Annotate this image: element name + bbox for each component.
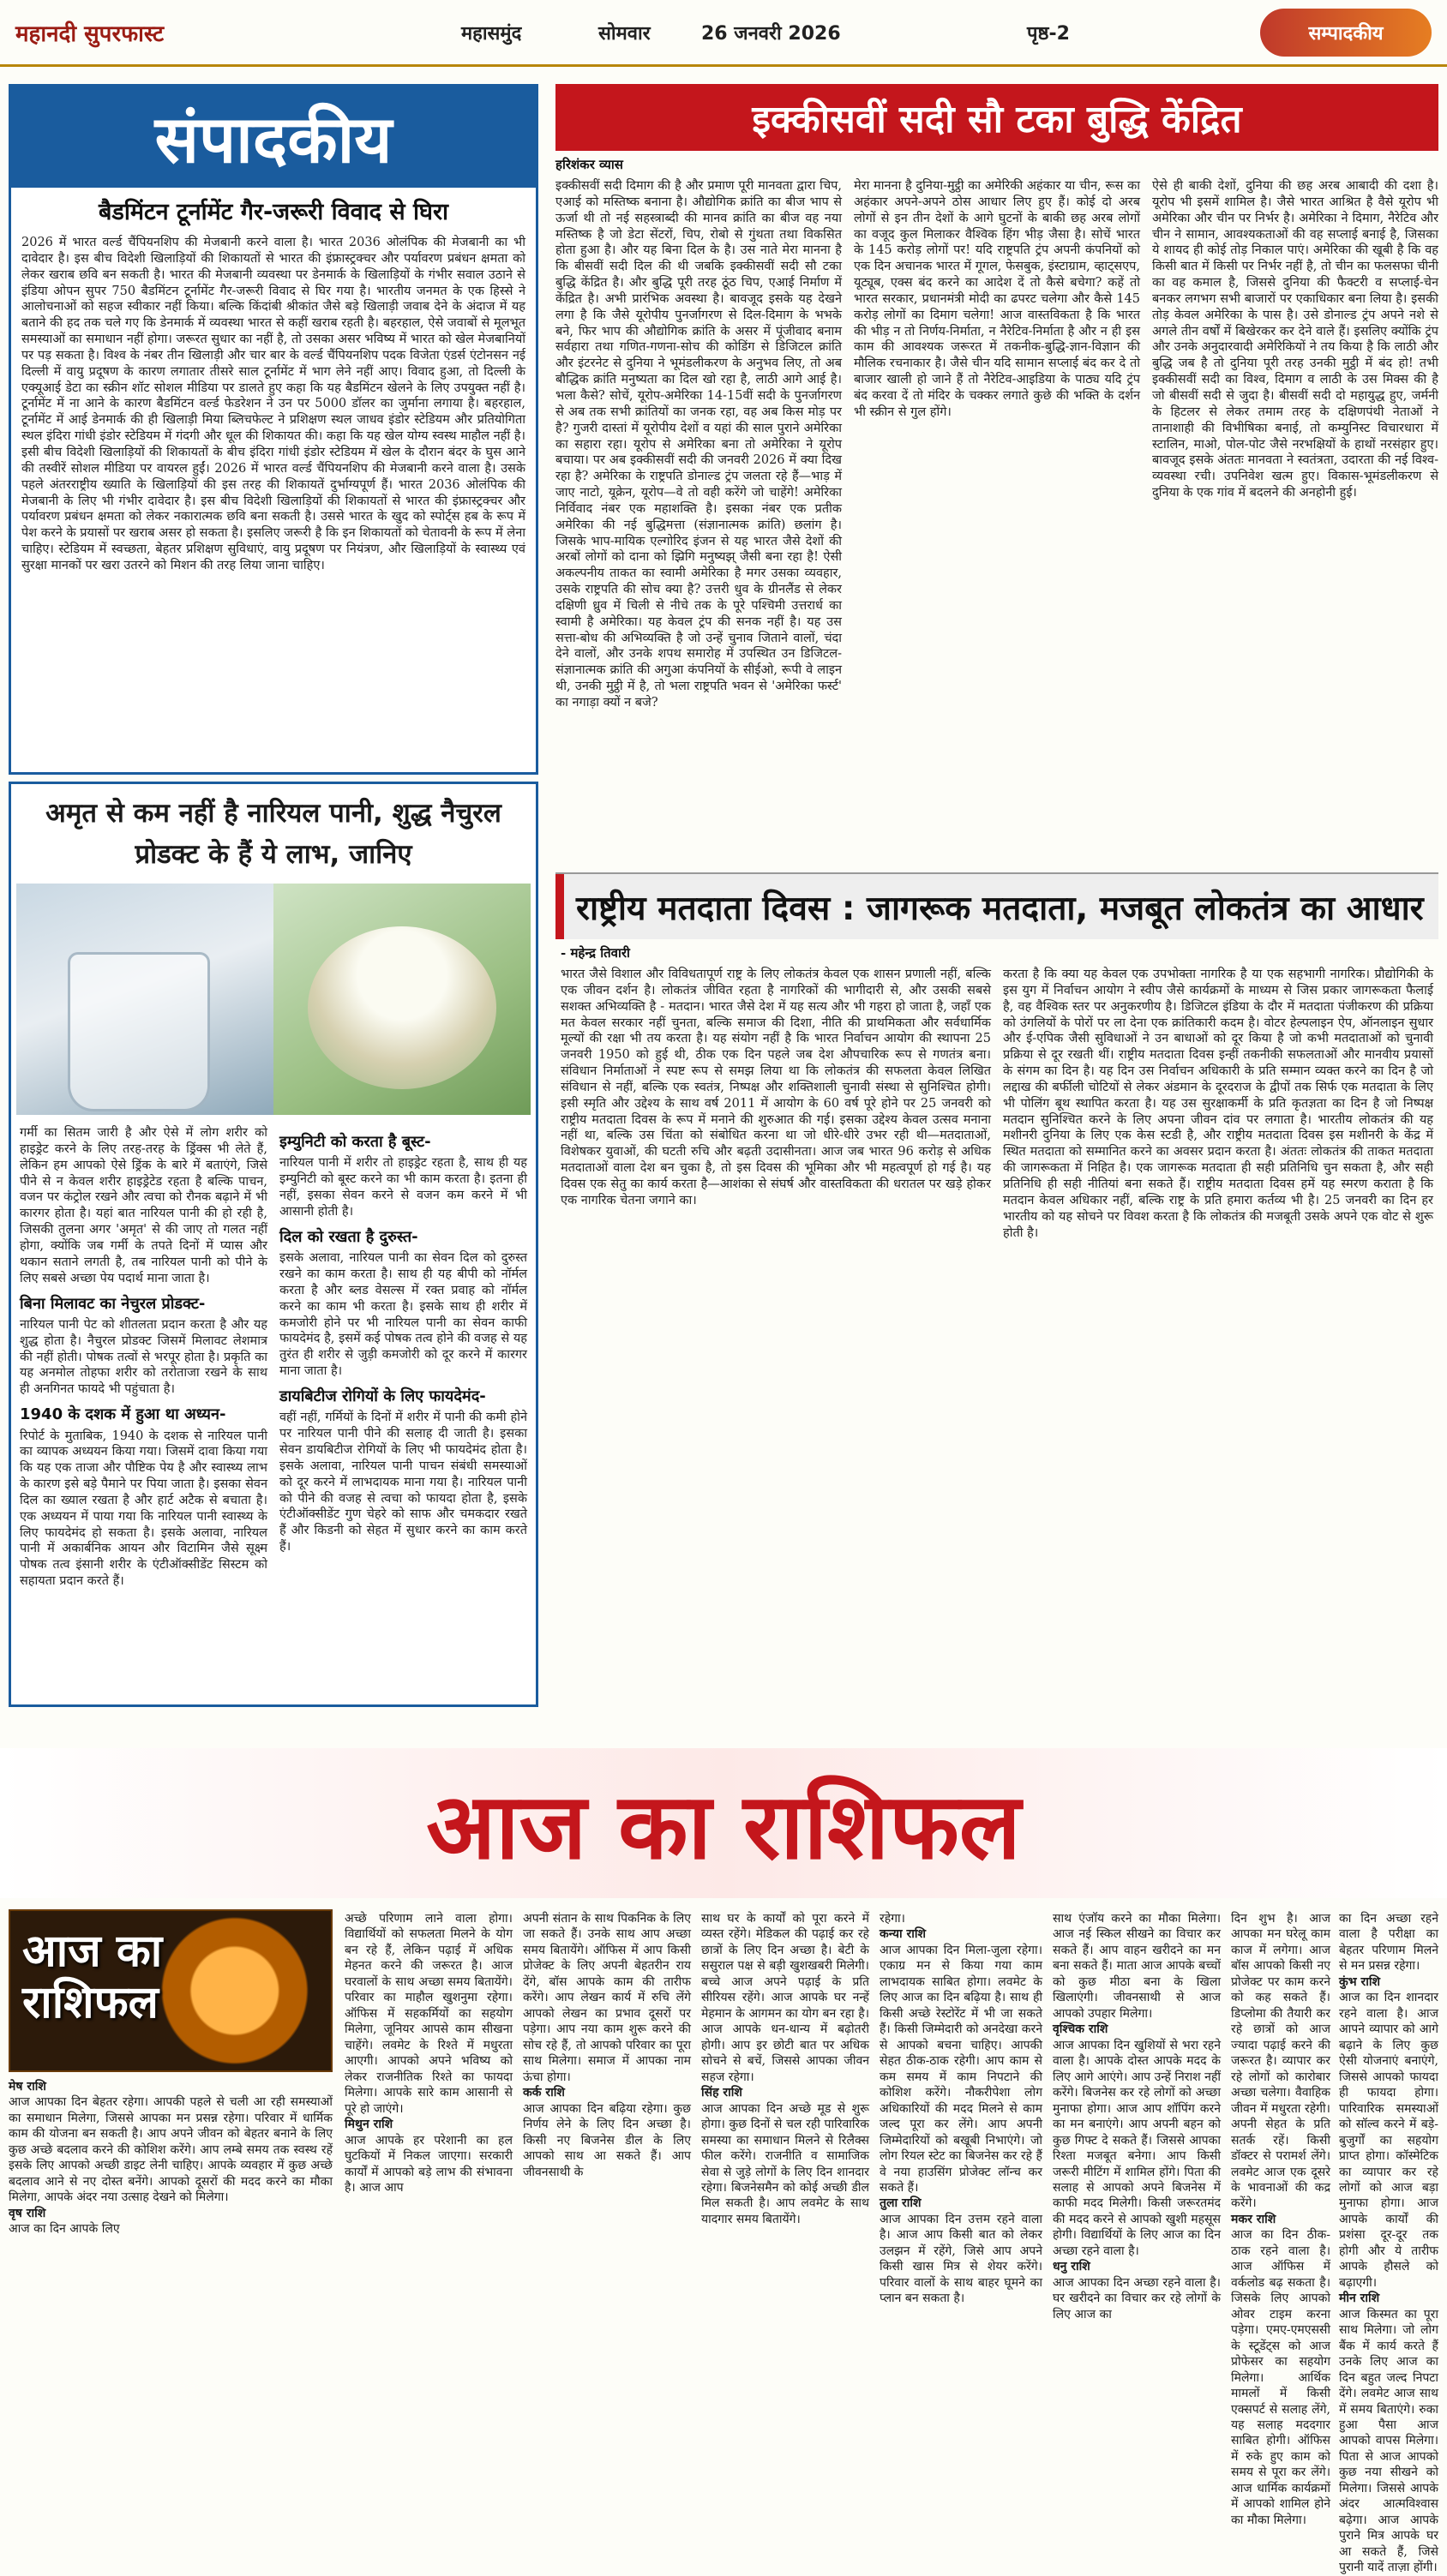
horoscope-image-line-1: आज का: [22, 1926, 163, 1977]
horoscope-continued-text: साथ घर के कार्यों को पूरा करने में व्यस्त रहेंगे। मेडिकल की पढ़ाई कर रहे छात्रों के लिए दिन अच्छा है। बेटी के ससुराल पक्ष से बड़ी खुशखबरी मिलेगी। बच्चे आज अपने पढ़ाई के प्रति सीरियस रहेंगे। आज आपके घर नन्हें मेहमान के आगमन का योग बन रहा है। आज आपके धन-धान्य में बढ़ोतरी होगी। आप इर छोटी बात पर अधिक सोचने से बचें, जिससे आपका जीवन सहज रहेगा।: [701, 1912, 869, 2084]
coconut-paragraph: रिपोर्ट के मुताबिक, 1940 के दशक से नारियल पानी का व्यापक अध्ययन किया गया। जिसमें दावा किया गया कि यह एक ताजा और पौष्टिक पेय है और स्वास्थ्य लाभ के कारण इसे बड़े पैमाने पर पिया जाता है। इसका सेवन दिल का ख्याल रखता है और हार्ट अटैक से बचाता है। एक अध्ययन में पाया गया कि नारियल पानी स्वास्थ्य के लिए फायदेमंद हो सकता है। इसके अलावा, नारियल पानी में अकार्बनिक आयन और विटामिन जैसे सूक्ष्म पोषक तत्व इंसानी शरीर के एंटीऑक्सीडेंट सिस्टम को सहायता प्रदान करते हैं।: [20, 1429, 267, 1589]
horoscope-column: [345, 1911, 513, 2235]
horoscope-sign-text: आज आपका दिन बेहतर रहेगा। आपकी पहले से चली आ रही समस्याओं का समाधान मिलेगा, जिससे आपका मन प्रसन्न रहेगा। परिवार में धार्मिक काम की योजना बन सकती है। आप अपने जीवन को बेहतर बनाने के लिए कुछ अच्छे बदलाव करने की कोशिश करेंगे। आप लम्बे समय तक स्वस्थ रहें इसके लिए आपको अच्छी डाइट लेनी चाहिए। आपके व्यवहार में कुछ अच्छे बदलाव आने से नए दोस्त बनेंगे। आपको दूसरों की मदद करने का मौका मिलेगा, आपके अंदर नया उत्साह देखने को मिलेगा।: [9, 2095, 333, 2205]
horoscope-image-line-2: राशिफल: [22, 1976, 159, 2028]
section-logo: सम्पादकीय: [1260, 9, 1432, 57]
horoscope-sign-text: आज का दिन शानदार रहने वाला है। आज आपने व्यापार को आगे बढ़ाने के लिए कुछ ऐसी योजनाएं बनाएंगे, जिससे आपको फायदा ही फायदा होगा। पारिवारिक समस्याओं को सॉल्व करने में बड़े-बुजुर्गों का सहयोग प्राप्त होगा। कॉस्मेटिक का व्यापार कर रहे लोगों को आज बड़ा मुनाफा होगा। आज आपके कार्यों की प्रशंसा दूर-दूर तक होगी और ये तारीफ आपके हौसले को बढ़ाएगी।: [1339, 1991, 1438, 2290]
editorial-headline: बैडमिंटन टूर्नामेंट गैर-जरूरी विवाद से घिरा: [98, 199, 449, 225]
edition-day: सोमवार: [598, 22, 651, 45]
horoscope-continued-text: का दिन अच्छा रहने वाला है परीक्षा का बेहतर परिणाम मिलने से मन प्रसन्न रहेगा।: [1339, 1912, 1438, 1974]
coconut-paragraph: नारियल पानी पेट को शीतलता प्रदान करता है और यह शुद्ध होता है। नैचुरल प्रोडक्ट जिसमें मिलावट लेशमात्र की नहीं होती। पोषक तत्वों से भरपूर होता है। प्रकृति का यह अनमोल तोहफा शरीर को तरोताजा रखने के साथ ही अनगिनत फायदे भी पहुंचाता है।: [20, 1317, 267, 1397]
horoscope-sign-name: कुंभ राशि: [1339, 1974, 1380, 1989]
coconut-paragraph: नारियल पानी में शरीर तो हाइड्रेट रहता है, साथ ही यह इम्युनिटी को बूस्ट करने का भी काम करता है। इतना ही नहीं, इसका सेवन करने से वजन कम करने में भी आसानी होती है।: [279, 1156, 527, 1219]
horoscope-sign-text: आज का दिन आपके लिए: [9, 2222, 120, 2237]
horoscope-sign-name: मकर राशि: [1231, 2212, 1276, 2226]
coconut-paragraph: वहीं नहीं, गर्मियों के दिनों में शरीर में पानी की कमी होने पर नारियल पानी पीने की सलाह दी जाती है। इसका सेवन डायबिटीज रोगियों के लिए भी फायदेमंद होता है। इसके अलावा, नारियल पानी पाचन संबंधी समस्याओं को दूर करने में लाभदायक माना गया है। नारियल पानी को पीने की वजह से त्वचा को फायदा होता है, इसके एंटीऑक्सीडेंट गुण चेहरे को साफ और चमकदार रखते हैं और किडनी को सेहत में सुधार करने का काम करते हैं।: [279, 1411, 527, 1555]
page-number: पृष्ठ-2: [1027, 22, 1070, 45]
horoscope-column: [701, 1911, 869, 2235]
newspaper-name: महानदी सुपरफास्ट: [15, 21, 165, 47]
horoscope-continued-text: अपनी संतान के साथ पिकनिक के लिए जा सकते हैं। उनके साथ आप अच्छा समय बितायेंगे। ऑफिस में आप किसी प्रोजेक्ट के लिए अपनी बेहतरीन राय देंगे, बॉस आपके काम की तारीफ करेंगे। आप लेखन कार्य में रुचि लेंगे आपको लेखन का प्रभाव दूसरों पर पड़ेगा। आप नया काम शुरू करने की सोच रहे हैं, तो आपको परिवार का पूरा साथ मिलेगा। समाज में आपका नाम ऊंचा होगा।: [523, 1912, 691, 2084]
coconut-subheading: डायबिटीज रोगियों के लिए फायदेमंद-: [279, 1387, 486, 1405]
horoscope-image-caption: [22, 1926, 162, 2029]
horoscope-sign-text: आज आपका दिन अच्छा रहने वाला है। घर खरीदने का विचार कर रहे लोगों के लिए आज का: [1053, 2275, 1221, 2321]
horoscope-column: [523, 1911, 691, 2235]
voter-day-article: [555, 872, 1438, 1740]
main-article-headline: इक्कीसवीं सदी सौ टका बुद्धि केंद्रित: [555, 84, 1438, 151]
horoscope-continued-text: साथ एंजॉय करने का मौका मिलेगा। आज नई स्किल सीखने का विचार कर सकते हैं। आप वाहन खरीदने का मन बना सकते हैं। माता आज आपके बच्चों को कुछ मीठा बना के खिला खिलाएंगी। जीवनसाथी से आज आपको उपहार मिलेगा।: [1053, 1912, 1221, 2021]
coconut-image: [273, 884, 531, 1115]
coconut-column-1: [20, 1125, 267, 1701]
main-article-column-1: इक्कीसवीं सदी दिमाग की है और प्रमाण पूरी मानवता द्वारा चिप, एआई को मस्तिष्क बनाना है। औद्योगिक क्रांति का बीज भाप से ऊर्जा थी तो नई सहस्त्राब्दी की मानव क्रांति का बीज वह नया मस्तिष्क है जो डेटा सेंटरों, चिप, रोबो से गुंथता तथा विकसित होता हुआ है। और यह बिना दिल के है। उस नाते मेरा मानना है कि बीसवीं सदी दिल की थी जबकि इक्कीसवीं सदी सौ टका बुद्धि केंद्रित है। और बुद्धि पूरी तरह ठूंठ चिप, एआई निर्माण में केंद्रित है। अभी प्रारंभिक अवस्था है। बावजूद इसके यह देखने लगा है कि जैसे यूरोपीय पुनर्जागरण से दिल-दिमाग के भभके बने, फिर भाप की औद्योगिक क्रांति के असर में पूंजीवाद बनाम सर्वहारा तथा गणित-गणना-सोच की कोडिंग से डिजिटल क्रांति और इंटरनेट से दुनिया ने भूमंडलीकरण के अनुभव लिए, तो अब बौद्धिक क्रांति मनुष्यता का दिल खो रहा है, लाठी आगे आई है। भला कैसे? सोचें, यूरोप-अमेरिका 14-15वीं सदी के पुनर्जागरण से अब तक सभी क्रांतियों का जनक रहा, वह अब किस मोड़ पर है? गुजरी दास्तां में यूरोपीय देशों व यहां की साल पुराने अमेरिका का सहारा रहा। यूरोप से अमेरिका बना तो अमेरिका ने यूरोप बचाया। पर अब इक्कीसवीं सदी की जनवरी 2026 में क्या दिख रहा है? अमेरिका के राष्ट्रपति डोनाल्ड ट्रंप जलता रहे हैं—भाड़ में जाए नाटो, यूक्रेन, यूरोप—वे तो वही करेंगे जो चाहेंगे! अमेरिका निर्विवाद नंबर एक महाशक्ति है। इसका नंबर एक प्रतीक अमेरिका की नई बुद्धिमत्ता (संज्ञानात्मक क्रांति) छलांग है। जिसके भाप-मायिक एल्गोरिद इंजन से यह भारत जैसे देशों की अरबों लोगों को दाना को झ्रिगि मनुष्यझ् जैसी बना रहा है! ऐसी अकल्पनीय ताकत का स्वामी अमेरिका है मगर उसका व्यवहार, उसके राष्ट्रपति की सोच क्या है? उत्तरी धुव के ग्रीनलैंड से लेकर दक्षिणी ध्रुव में चिली से नीचे तक के पूरे पश्चिमी उत्तरार्ध का स्वामी है अमेरिका। यह केवल ट्रंप की सनक नहीं है। यह उस सत्ता-बोध की अभिव्यक्ति है जो उन्हें चुनाव जिताने वालों, चंदा देने वालों, और उनके शपथ समारोह में उपस्थित उन डिजिटल-संज्ञानात्मक क्रांति की अगुआ कंपनियों के सीईओ, रूपी वे लाइन थी, उनकी मुट्ठी में है, तो भला राष्ट्रपति भवन से 'अमेरिका फर्स्ट' का नगाड़ा क्यों न बजे?: [555, 179, 842, 710]
coconut-article: [9, 782, 538, 1707]
main-article-byline: हरिशंकर व्यास: [555, 157, 623, 172]
horoscope-sign-name: मिथुन राशि: [345, 2118, 393, 2132]
coconut-water-glass-image: [16, 884, 273, 1115]
voter-day-body: [555, 967, 1438, 1721]
horoscope-sign-name: कर्क राशि: [523, 2086, 565, 2100]
horoscope-continued-text: दिन शुभ है। आज आपका मन घरेलू काम काज में लगेगा। आज बॉस आपको किसी नए प्रोजेक्ट पर काम करने को कह सकते हैं। डिप्लोमा की तैयारी कर रहे छात्रों को आज ज्यादा पढ़ाई करने की जरूरत है। व्यापार कर रहे लोगों को कारोबार अच्छा चलेगा। वैवाहिक जीवन में मधुरता रहेगी। अपनी सेहत के प्रति सतर्क रहें। किसी डॉक्टर से परामर्श लेंगे। लवमेट आज एक दूसरे के भावनाओं की कद्र करेंगे।: [1231, 1912, 1330, 2211]
coconut-subheading: दिल को रखता है दुरुस्त-: [279, 1227, 418, 1246]
horoscope-column: [1053, 1911, 1221, 2321]
coconut-paragraph: इसके अलावा, नारियल पानी का सेवन दिल को दुरुस्त रखने का काम करता है। साथ ही यह बीपी को नॉर्मल करता है और ब्लड वेसल्स में रक्त प्रवाह को नॉर्मल करने का काम भी करता है। इसके साथ ही शरीर में कमजोरी होने पर भी नारियल पानी का सेवन काफी फायदेमंद है, इसमें कई पोषक तत्व होने की वजह से यह तुरंत ही शरीर से जुड़ी कमजोरी को दूर करने में कारगर माना जाता है।: [279, 1251, 527, 1379]
horoscope-sign-text: आज आपके हर परेशानी का हल घुटकियों में निकल जाएगा। सरकारी कार्यों में आपको बड़े लाभ की संभावना है। आज आप: [345, 2133, 513, 2195]
editorial-banner: संपादकीय: [11, 87, 536, 188]
horoscope-sign-name: वृश्चिक राशि: [1053, 2022, 1108, 2037]
editorial-section: [9, 84, 538, 775]
horoscope-sign-name: कन्या राशि: [880, 1927, 926, 1942]
horoscope-sign-text: आज आपका दिन अच्छे मूड से शुरू होगा। कुछ दिनों से चल रही पारिवारिक समस्या का समाधान मिलने से रिलैक्स फील करेंगे। राजनीति व सामाजिक सेवा से जुड़े लोगों के लिए दिन शानदार रहेगा। बिजनेसमैन को कोई अच्छी डील मिल सकती है। आप लवमेट के साथ यादगार समय बितायेंगे।: [701, 2101, 869, 2226]
coconut-subheading: इम्युनिटी को करता है बूस्ट-: [279, 1133, 431, 1152]
main-article: [555, 84, 1438, 868]
coconut-subheading: बिना मिलावट का नेचुरल प्रोडक्ट-: [20, 1294, 206, 1313]
horoscope-continued-text: अच्छे परिणाम लाने वाला होगा। विद्यार्थियों को सफलता मिलने के योग बन रहे हैं, लेकिन पढ़ाई में अधिक मेहनत करने की जरूरत है। आज घरवालों के साथ अच्छा समय बितायेंगे। परिवार का माहौल खुशनुमा रहेगा। ऑफिस में सहकर्मियों का सहयोग मिलेगा, जूनियर आपसे काम सीखना चाहेंगे। लवमेट के रिश्ते में मधुरता आएगी। आपको अपने भविष्य को लेकर राजनीतिक रिश्ते का फायदा मिलेगा। आपके सारे काम आसानी से पूरे हो जाएंगे।: [345, 1912, 513, 2116]
main-article-body: [555, 178, 1438, 855]
horoscope-column: [1339, 1911, 1438, 2575]
horoscope-sign-text: आज किस्मत का पूरा साथ मिलेगा। जो लोग बैंक में कार्य करते हैं उनके लिए आज का दिन बहुत जल्द निपटा देंगे। लवमेट आज साथ में समय बिताएंगे। रुका हुआ पैसा आज आपको वापस मिलेगा। पिता से आज आपको कुछ नया सीखने को मिलेगा। जिससे आपके अंदर आत्मविश्वास बढ़ेगा। आज आपके पुराने मित्र आपके घर आ सकते हैं, जिसे पुरानी यादें ताज़ा होंगी।: [1339, 2307, 1438, 2575]
horoscope-continued-text: रहेगा।: [880, 1912, 905, 1926]
coconut-subheading: 1940 के दशक में हुआ था अध्यन-: [20, 1405, 226, 1424]
horoscope-sign-text: आज का दिन ठीक-ठाक रहने वाला है। आज ऑफिस में वर्कलोड बढ़ सकता है। जिसके लिए आपको ओवर टाइम करना पड़ेगा। एमए-एमएससी के स्टूडेंट्स को आज प्रोफेसर का सहयोग मिलेगा। आर्थिक मामलों में किसी एक्सपर्ट से सलाह लेंगे, यह सलाह मददगार साबित होगी। ऑफिस में रुके हुए काम को समय से पूरा कर लेंगे। आज धार्मिक कार्यक्रमों में आपको शामिल होने का मौका मिलेगा।: [1231, 2228, 1330, 2527]
editorial-body: 2026 में भारत वर्ल्ड चैंपियनशिप की मेजबानी करने वाला है। भारत 2036 ओलंपिक की मेजबानी का भी दावेदार है। इस बीच विदेशी खिलाड़ियों की शिकायतों से भारत की इंफ्रास्ट्रक्चर और पर्यावरण प्रबंधन क्षमता को लेकर खराब छवि बन सकती है। भारत की मेजबानी व्यवस्था पर डेनमार्क के खिलाड़ियों के गंभीर सवाल उठाने से इंडिया ओपन सुपर 750 बैडमिंटन टूर्नामेंट गैर-जरूरी विवाद से घिर गया है। भारतीय जनमत के एक हिस्से ने आलोचनाओं को सहज स्वीकार नहीं किया। बल्कि किंदांबी श्रीकांत जैसे बड़े खिलाड़ी जवाब देने के अंदाज में यह बताने की हद तक चले गए कि डेनमार्क में व्यवस्था भारत से कहीं खराब रहती है। बहरहाल, ऐसे जवाबों से मूलभूत समस्याओं का समाधान नहीं होगा। जरूरत सुधार का नहीं है, तो उसका असर भविष्य में भारत को खेल मेजबानियों पर पड़ सकता है। विश्व के नंबर तीन खिलाड़ी और चार बार के वर्ल्ड चैंपियनशिप पदक विजेता एंडर्स एंटोनसन नई दिल्ली में वायु प्रदूषण के कारण लगातार तीसरे साल टूर्नामेंट में भाग लेने नहीं आए। विवाद हुआ, तो दिल्ली के एक्यूआई डेटा का स्क्रीन शॉट सोशल मीडिया पर डालते हुए कहा कि यह बैडमिंटन खेलने के लिए उपयुक्त नहीं है। टूर्नामेंट में ना आने के कारण बैडमिंटन वर्ल्ड फेडरेशन ने उन पर 5000 डॉलर का जुर्माना लगाया है। बहरहाल, टूर्नामेंट में आई डेनमार्क की ही खिलाड़ी मिया ब्लिचफेल्ट ने प्रशिक्षण स्थल जाधव इंडोर स्टेडियम और प्रतियोगिता स्थल इंदिरा गांधी इंडोर स्टेडियम में गंदगी और धूल की शिकायत की। कहा कि यह खेल योग्य स्वस्थ माहौल नहीं है। इसी बीच विदेशी खिलाड़ियों की शिकायतों के बीच इंदिरा गांधी इंडोर स्टेडियम में खेल के दौरान बंदर के घुस आने की तस्वीरें सोशल मीडिया पर वायरल हुईं। 2026 में भारत वर्ल्ड चैंपियनशिप की मेजबानी करने वाला है। उसके पहले अंतरराष्ट्रीय ख्याति के खिलाड़ियों की इस तरह की शिकायतें दुर्भाग्यपूर्ण हैं। भारत 2036 ओलंपिक की मेजबानी के लिए भी गंभीर दावेदार है। इस बीच विदेशी खिलाड़ियों की शिकायतों से भारत की इंफ्रास्ट्रक्चर और पर्यावरण प्रबंधन क्षमता को लेकर नकारात्मक छवि बना सकती है। उससे भारत के खुद को स्पोर्ट्स हब के रूप में पेश करने के प्रयासों पर खराब असर हो सकता है। इसलिए जरूरी है कि इन शिकायतों को चेतावनी के रूप में लेना चाहिए। स्टेडियम में स्वच्छता, बेहतर प्रशिक्षण सुविधाएं, वायु प्रदूषण पर नियंत्रण, और खिलाड़ियों के स्वास्थ्य एवं सुरक्षा मानकों पर खरा उतरने को मिशन की तरह लिया जाना चाहिए।: [21, 236, 525, 572]
horoscope-zodiac-image: [9, 1909, 333, 2072]
horoscope-sign-text: आज आपका दिन मिला-जुला रहेगा। एकाग्र मन से किया गया काम लाभदायक साबित होगा। लवमेट के लिए आज का दिन बढ़िया है। साथ ही किसी अच्छे रेस्टोरेंट में भी जा सकते हैं। किसी जिम्मेदारी को अनदेखा करने से आपको बचना चाहिए। आपकी सेहत ठीक-ठाक रहेगी। आप काम से कम समय में काम निपटाने की कोशिश करेंगे। नौकरीपेशा लोग अधिकारियों की मदद मिलने से काम जल्द पूरा कर लेंगे। आप अपनी जिम्मेदारियों को बखूबी निभाएंगे। जो लोग रियल स्टेट का बिजनेस कर रहे हैं वे नया हाउसिंग प्रोजेक्ट लॉन्च कर सकते हैं।: [880, 1943, 1042, 2195]
horoscope-sign-name: सिंह राशि: [701, 2086, 742, 2100]
horoscope-sign-name: मेष राशि: [9, 2080, 46, 2094]
voter-day-headline: राष्ट्रीय मतदाता दिवस : जागरूक मतदाता, मजबूत लोकतंत्र का आधार: [555, 874, 1438, 939]
voter-day-column-2: करता है कि क्या यह केवल एक उपभोक्ता नागरिक है या एक सहभागी नागरिक। प्रौद्योगिकी के इस युग में निर्वाचन आयोग ने स्वीप जैसे कार्यक्रमों के माध्यम से जिस प्रकार जागरूकता फैलाई है, वह वैश्विक स्तर पर अनुकरणीय है। डिजिटल इंडिया के दौर में मतदाता पंजीकरण की प्रक्रिया को उंगलियों के पोरों पर ला देना एक क्रांतिकारी कदम है। वोटर हेल्पलाइन ऐप, ऑनलाइन सुधार और ई-एपिक जैसी सुविधाओं ने उन बाधाओं को दूर किया है जो कभी मतदाताओं को चुनावी प्रक्रिया से दूर रखती थीं। राष्ट्रीय मतदाता दिवस इन्हीं तकनीकी सफलताओं और मानवीय प्रयासों के संगम का दिन है। यह दिन उस निर्वाचन अधिकारी के प्रति सम्मान व्यक्त करने का दिन है जो लद्दाख की बर्फीली चोटियों से लेकर अंडमान के दूरदराज के द्वीपों तक सिर्फ एक मतदाता के लिए भी पोलिंग बूथ स्थापित करता है। यह उस सुरक्षाकर्मी के प्रति कृतज्ञता का दिन है जो निष्पक्ष मतदान सुनिश्चित करने के लिए अपना जीवन दांव पर लगाता है। भारतीय लोकतंत्र की यह मशीनरी दुनिया के लिए एक केस स्टडी है, और राष्ट्रीय मतदाता दिवस इस मशीनरी के केंद्र में स्थित मतदाता को सम्मानित करने का अवसर प्रदान करता है। अंततः लोकतंत्र की ताकत मतदाता की जागरूकता में निहित है। एक जागरूक मतदाता ही सही प्रतिनिधि चुन सकता है, और सही प्रतिनिधि ही सही नीतियां बना सकते हैं। राष्ट्रीय मतदाता दिवस हमें यह स्मरण कराता है कि मतदान केवल अधिकार नहीं, बल्कि राष्ट्र के प्रति हमारा कर्तव्य भी है। 25 जनवरी का दिन हर भारतीय को यह सोचने पर विवश करता है कि लोकतंत्र की मजबूती उसके अपने एक वोट से शुरू होती है।: [1003, 967, 1433, 1240]
horoscope-sign-text: आज आपका दिन उत्तम रहने वाला है। आज आप किसी बात को लेकर उलझन में रहेंगे, जिसे आप अपने किसी खास मित्र से शेयर करेंगे। परिवार वालों के साथ बाहर घूमने का प्लान बन सकता है।: [880, 2212, 1042, 2306]
horoscope-column: [1231, 1911, 1330, 2527]
coconut-intro: गर्मी का सितम जारी है और ऐसे में लोग शरीर को हाइड्रेट करने के लिए तरह-तरह के ड्रिंक्स भी लेते हैं, लेकिन हम आपको ऐसे ड्रिंक के बारे में बताएंगे, जिसे पीने से न केवल शरीर हाइड्रेटेड रहता है बल्कि पाचन, वजन पर कंट्रोल रखने और त्वचा को रौनक बढ़ाने में भी कारगर होता है। यहां बात नारियल पानी की हो रही है, जिसकी तुलना अगर 'अमृत' से की जाए तो गलत नहीं होगा, क्योंकि जब गर्मी के तपते दिनों में प्यास और थकान सताने लगती है, तब नारियल पानी को पीने के लिए सबसे अच्छा पेय पदार्थ माना जाता है।: [20, 1126, 267, 1285]
edition-date: 26 जनवरी 2026: [701, 22, 841, 45]
horoscope-sign-name: धनु राशि: [1053, 2260, 1090, 2274]
edition-city: महासमुंद: [461, 22, 522, 45]
coconut-body: [11, 1122, 536, 1704]
horoscope-sign-text: आज आपका दिन खुशियों से भरा रहने वाला है। आपके दोस्त आपके मदद के लिए आगे आएंगे। आप उन्हें निराश नहीं करेंगे। बिजनेस कर रहे लोगों को अच्छा मुनाफा होगा। आज आप शॉपिंग करने का मन बनाएंगे। आप अपनी बहन को कुछ गिफ्ट दे सकते हैं। जिससे आपका रिश्ता मजबूत बनेगा। आप किसी जरूरी मीटिंग में शामिल होंगे। पिता की सलाह से आपको अपने बिजनेस में काफी मदद मिलेगी। किसी जरूरतमंद की मदद करने से आपको खुशी महसूस होगी। विद्यार्थियों के लिए आज का दिन अच्छा रहने वाला है।: [1053, 2038, 1221, 2258]
coconut-photo: [16, 884, 531, 1115]
main-article-column-3: ऐसे ही बाकी देशों, दुनिया की छह अरब आबादी की दशा है। यूरोप भी इसमें शामिल है। जैसे भारत आश्रित है वैसे यूरोप भी अमेरिका और चीन पर निर्भर है। अमेरिका ने दिमाग, नैरेटिव और चीन ने सामान, आवश्यकताओं की वह सप्लाई बनाई है, जिसका ये शायद ही कोई तोड़ निकाल पाएं। अमेरिका की खूबी है कि वह किसी बात में किसी पर निर्भर नहीं है, तो चीन का फलसफा चीनी का वह कमाल है, जिससे दुनिया की फैक्टरी व सप्लाई-चेन बनकर लगभग सभी बाजारों पर एकाधिकार बना लिया है। इसकी तोड़ केवल अमेरिका के पास है। उसे डोनाल्ड ट्रंप अपने नशे से अगले तीन वर्षों में बिखेरकर कर देने वाले हैं। इसलिए क्योंकि ट्रंप और उनके अनुदारवादी अमेरिकियों ने तय किया है कि लाठी और बुद्धि जब है तो दुनिया पूरी तरह उनकी मुट्ठी में बंद हो! तभी इक्कीसवीं सदी का विश्व, दिमाग व लाठी के उस मिक्स की है जो बीसवीं सदी से जुदा है। बीसवीं सदी दो महायुद्ध हुए, जर्मनी के हिटलर से लेकर तमाम तरह के दक्षिणपंथी नेताओं ने तानाशाही की विभीषिका बनाई, तो कम्युनिस्ट विचारधारा में स्टालिन, माओ, पोल-पोट जैसे नरभक्षियों के हाथों नरसंहार हुए। बावजूद इसके अंततः मानवता ने स्वतंत्रता, उदारता की नई विश्व-व्यवस्था रची। उपनिवेश खत्म हुए। विकास-भूमंडलीकरण से दुनिया के एक गांव में बदलने की अनहोनी हुई।: [1152, 179, 1438, 500]
horoscope-title: आज का राशिफल: [0, 1748, 1447, 1898]
main-article-column-2: मेरा मानना है दुनिया-मुट्ठी का अमेरिकी अहंकार या चीन, रूस का अहंकार अपने-अपने ठोस आधार लिए हुए हैं। कोई दो अरब लोगों से इन तीन देशों के आगे घुटनों के बाकी छह अरब लोगों का वजूद कुल मिलाकर वैश्विक हिंग भीड़ जैसा है। सोचें भारत के 145 करोड़ लोगों पर! यदि राष्ट्रपति ट्रंप अपनी कंपनियों को एक दिन अचानक भारत में गूगल, फेसबुक, इंस्टाग्राम, व्हाट्सएप, यूट्यूब, एक्स बंद करने का आदेश दें तो कैसे बचेगा? कहें तो भारत सरकार, प्रधानमंत्री मोदी का ढपरट चलेगा और कैसे 145 करोड़ लोगों का दिमाग चलेगा! आज वास्तविकता है कि भारत की भीड़ न तो निर्णय-निर्माता, न नैरेटिव-निर्माता है और न ही इस काम की आवश्यक जरूरत में तकनीक-बुद्धि-ज्ञान-विज्ञान की मौलिक रचनाकार है। जैसे चीन यदि सामान सप्लाई बंद कर दे तो बाजार खाली हो जाने हैं तो नैरेटिव-आइडिया के पाठ्य यदि ट्रंप बंद करवा दें तो मंदिर के चक्कर लगाते कुछे की भक्ति के दर्शन भी स्क्रीन से गुल होंगे।: [854, 179, 1140, 419]
coconut-column-2: [279, 1125, 527, 1701]
voter-day-column-1: भारत जैसे विशाल और विविधतापूर्ण राष्ट्र के लिए लोकतंत्र केवल एक शासन प्रणाली नहीं, बल्कि एक जीवन दर्शन है। लोकतंत्र जीवित रहता है नागरिकों की भागीदारी से, और उसकी सबसे सशक्त अभिव्यक्ति है - मतदान। भारत जैसे देश में यह सत्य और भी गहरा हो जाता है, जहाँ एक मत केवल सरकार नहीं चुनता, बल्कि समाज की दिशा, नीति की प्राथमिकता और सर्वधार्मिक मूल्यों की रक्षा भी तय करता है। यह संयोग नहीं है कि भारत निर्वाचन आयोग की स्थापना 25 जनवरी 1950 को हुई थी, ठीक एक दिन पहले जब देश औपचारिक रूप से गणतंत्र बना। संविधान निर्माताओं ने स्पष्ट रूप से समझ लिया था कि लोकतंत्र की सफलता केवल लिखित संविधान से नहीं, बल्कि एक स्वतंत्र, निष्पक्ष और शक्तिशाली चुनावी संस्था से सुनिश्चित होगी। इसी स्मृति और उद्देश्य के साथ वर्ष 2011 में आयोग के 60 वर्ष पूरे होने पर 25 जनवरी को राष्ट्रीय मतदाता दिवस के रूप में मनाने की शुरुआत की गई। इसका उद्देश्य केवल उत्सव मनाना नहीं था, बल्कि उस चिंता को संबोधित करना था जो धीरे-धीरे उभर रही थी—मतदाताओं, विशेषकर युवाओं, की घटती रुचि और बढ़ती उदासीनता। आज जब भारत 96 करोड़ से अधिक मतदाताओं वाला देश बन चुका है, तो इस दिवस की भूमिका और भी महत्वपूर्ण हो गई है। यह दिवस एक सेतु का कार्य करता है—आशंका से संघर्ष और वास्तविकता की धरातल पर खड़े होकर एक नागरिक चेतना जगाने का।: [561, 967, 991, 1207]
horoscope-column: [880, 1911, 1042, 2306]
masthead: [0, 0, 1447, 67]
horoscope-sign-name: मीन राशि: [1339, 2291, 1380, 2306]
horoscope-sign-name: वृष राशि: [9, 2206, 46, 2220]
horoscope-column: [9, 2079, 333, 2235]
voter-day-byline: - महेन्द्र तिवारी: [561, 945, 630, 961]
horoscope-sign-name: तुला राशि: [880, 2196, 922, 2211]
coconut-headline: अमृत से कम नहीं है नारियल पानी, शुद्ध नैचुरल प्रोडक्ट के हैं ये लाभ, जानिए: [45, 798, 501, 871]
horoscope-sign-text: आज आपका दिन बढ़िया रहेगा। कुछ निर्णय लेने के लिए दिन अच्छा है। किसी नए बिजनेस डील के लिए आपको साथ आ सकते हैं। आप जीवनसाथी के: [523, 2101, 691, 2179]
